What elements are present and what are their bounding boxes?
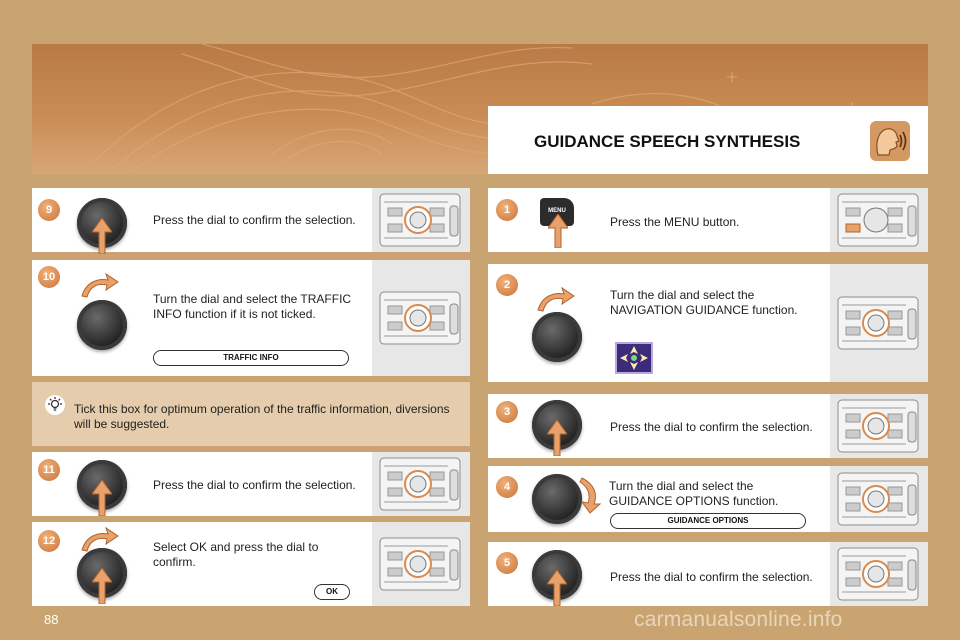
turn-arrow-icon bbox=[578, 476, 604, 514]
speech-head-icon bbox=[870, 121, 910, 161]
control-panel-illustration bbox=[830, 542, 928, 606]
step-badge-1: 1 bbox=[496, 199, 518, 221]
control-panel-illustration bbox=[372, 452, 470, 516]
tip-text: Tick this box for optimum operation of the traffic information, diversions will be suggested. bbox=[74, 402, 450, 431]
step-badge-12: 12 bbox=[38, 530, 60, 552]
press-arrow-icon bbox=[92, 480, 112, 516]
step-text-9: Press the dial to confirm the selection. bbox=[153, 213, 356, 227]
press-arrow-icon bbox=[548, 214, 568, 248]
control-panel-illustration bbox=[830, 466, 928, 532]
step-text-2: Turn the dial and select the NAVIGATION GUIDANCE function. bbox=[610, 288, 798, 317]
step-text-10: Turn the dial and select the TRAFFIC INFO function if it is not ticked. bbox=[153, 292, 352, 321]
press-arrow-icon bbox=[547, 420, 567, 456]
step-text-5: Press the dial to confirm the selection. bbox=[610, 570, 813, 584]
control-panel-icon bbox=[378, 288, 464, 348]
step-text-1: Press the MENU button. bbox=[610, 215, 740, 229]
step-badge-5: 5 bbox=[496, 552, 518, 574]
control-panel-icon bbox=[836, 293, 922, 353]
compass-cross-icon bbox=[617, 344, 651, 372]
step-badge-10: 10 bbox=[38, 266, 60, 288]
step-badge-2: 2 bbox=[496, 274, 518, 296]
turn-arrow-icon bbox=[536, 286, 576, 312]
control-panel-illustration bbox=[372, 188, 470, 252]
turn-arrow-icon bbox=[80, 272, 120, 298]
tip-box bbox=[32, 382, 470, 446]
control-panel-icon bbox=[378, 190, 464, 250]
watermark: carmanualsonline.info bbox=[634, 608, 843, 631]
step-text-12: Select OK and press the dial to confirm. bbox=[153, 540, 319, 569]
control-panel-icon bbox=[836, 469, 922, 529]
step-text-3: Press the dial to confirm the selection. bbox=[610, 420, 813, 434]
rotary-dial-icon bbox=[532, 474, 582, 524]
control-panel-icon bbox=[836, 544, 922, 604]
control-panel-illustration bbox=[372, 260, 470, 376]
page-number: 88 bbox=[44, 612, 59, 627]
rotary-dial-icon bbox=[532, 312, 582, 362]
step-badge-3: 3 bbox=[496, 401, 518, 423]
step-text-4: Turn the dial and select the GUIDANCE OPTIONS function. bbox=[609, 479, 779, 508]
title-box bbox=[488, 106, 928, 174]
control-panel-illustration bbox=[372, 522, 470, 606]
step-badge-4: 4 bbox=[496, 476, 518, 498]
control-panel-icon bbox=[378, 534, 464, 594]
page-title: GUIDANCE SPEECH SYNTHESIS bbox=[534, 132, 801, 151]
control-panel-illustration bbox=[830, 264, 928, 382]
press-arrow-icon bbox=[92, 568, 112, 604]
navigation-tile bbox=[615, 342, 653, 374]
control-panel-icon bbox=[836, 396, 922, 456]
step-badge-11: 11 bbox=[38, 459, 60, 481]
ok-label: OK bbox=[314, 584, 350, 600]
control-panel-illustration bbox=[830, 394, 928, 458]
press-arrow-icon bbox=[547, 570, 567, 606]
step-text-11: Press the dial to confirm the selection. bbox=[153, 478, 356, 492]
press-arrow-icon bbox=[92, 218, 112, 254]
guidance-options-label: GUIDANCE OPTIONS bbox=[610, 513, 806, 529]
lightbulb-icon bbox=[44, 394, 66, 416]
control-panel-illustration bbox=[830, 188, 928, 252]
traffic-info-label: TRAFFIC INFO bbox=[153, 350, 349, 366]
menu-button[interactable]: MENU bbox=[540, 198, 574, 226]
step-badge-9: 9 bbox=[38, 199, 60, 221]
rotary-dial-icon bbox=[77, 300, 127, 350]
control-panel-icon bbox=[836, 190, 922, 250]
control-panel-icon bbox=[378, 454, 464, 514]
